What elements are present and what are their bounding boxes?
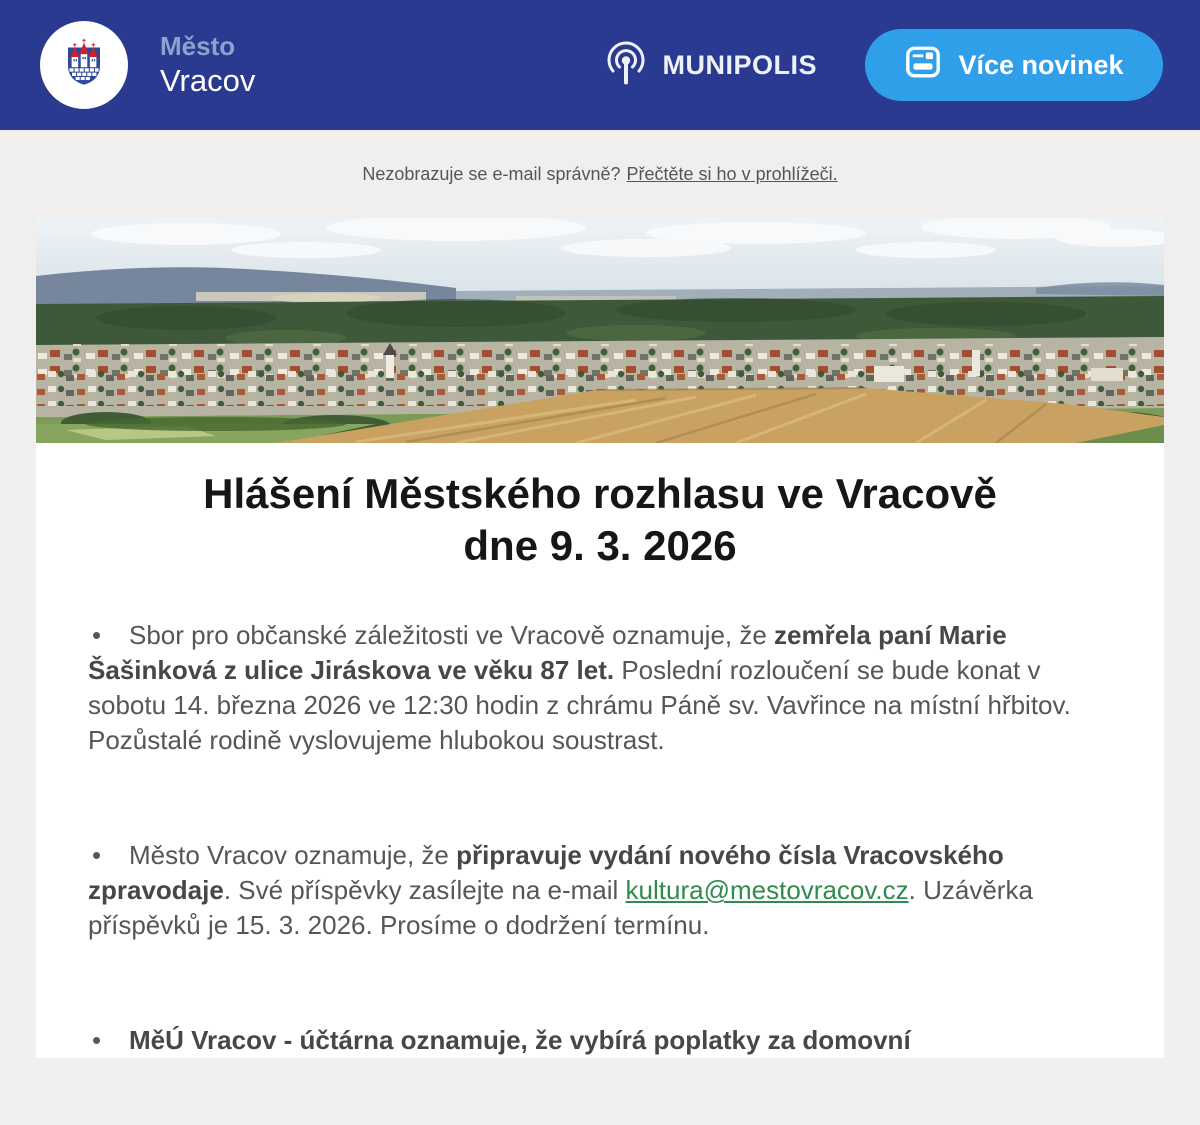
article-title <box>66 468 1134 572</box>
announcements <box>36 572 1164 1058</box>
text-run: Poslední rozloučení se bude konat v sobotu 14. března 2026 ve 12:30 hodin z chrámu Páně sv. Vavřince na místní hřbitov. Pozůstalé rodině vyslovujeme hlubokou soustrast. <box>88 655 1071 755</box>
more-news-button[interactable] <box>865 29 1163 101</box>
brand-name: MUNIPOLIS <box>662 49 817 80</box>
text-run-bold: zemřela paní Marie Šašinková z ulice Jiráskova ve věku 87 let. <box>88 620 1007 685</box>
broadcast-icon <box>603 39 649 92</box>
title-line-1: Hlášení Městského rozhlasu ve Vracově <box>203 470 997 517</box>
more-news-label: Více novinek <box>958 49 1124 80</box>
announcement-newsletter <box>88 838 1112 943</box>
email-card <box>36 218 1164 1058</box>
text-run-bold: připravuje vydání nového čísla Vracovského zpravodaje <box>88 840 1004 905</box>
text-run: . Své příspěvky zasílejte na e-mail <box>223 875 626 905</box>
email-link[interactable]: kultura@mestovracov.cz <box>625 875 909 905</box>
hero-photo <box>36 218 1164 443</box>
text-run: . Uzávěrka příspěvků je 15. 3. 2026. Prosíme o dodržení termínu. <box>88 875 1033 940</box>
text-run: Sbor pro občanské záležitosti ve Vracově oznamuje, že <box>129 620 775 650</box>
org-label: Město <box>160 31 236 61</box>
newspaper-icon <box>904 43 942 88</box>
header-bar <box>0 0 1200 130</box>
munipolis-brand[interactable] <box>603 39 817 92</box>
view-in-browser-text: Nezobrazuje se e-mail správně? <box>362 163 621 184</box>
text-run-bold: MěÚ Vracov - účtárna oznamuje, že vybírá poplatky za domovní <box>129 1025 911 1055</box>
vracov-coat-of-arms-icon <box>40 21 128 109</box>
announcement-fees <box>88 1023 1112 1058</box>
org-name: Vracov <box>160 63 256 98</box>
announcement-death-notice <box>88 618 1112 758</box>
view-in-browser-bar <box>0 130 1200 218</box>
text-run: Město Vracov oznamuje, že <box>129 840 457 870</box>
org-title <box>160 30 255 100</box>
title-line-2: dne 9. 3. 2026 <box>463 522 737 569</box>
view-in-browser-link[interactable]: Přečtěte si ho v prohlížeči. <box>626 163 838 184</box>
